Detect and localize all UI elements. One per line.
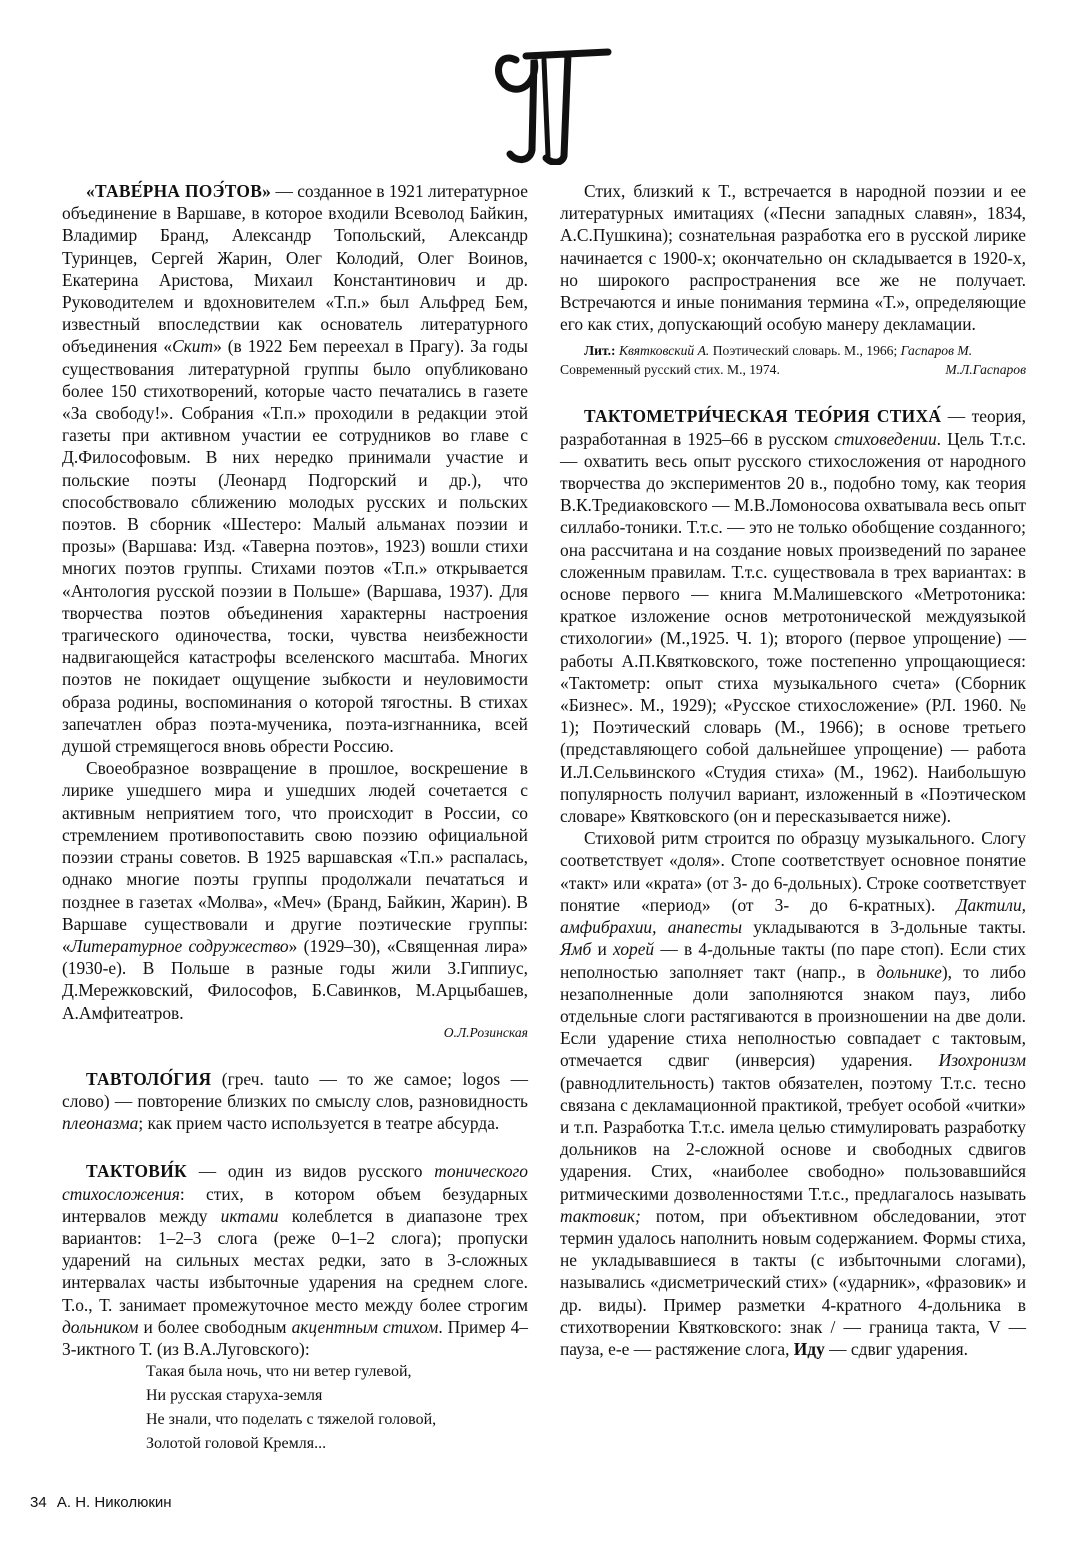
author-signature: О.Л.Розинская: [443, 1024, 528, 1040]
entry-taktovik-continued: Стих, близкий к Т., встречается в народной поэзии и ее литературных имитациях («Песни западных славян», 1834, А.С.Пушкина); сознательная разработка его в русской лирике начинается с 1900-х; окончательно он складывается в 1920-х, но широкого распространения все же не получает. Встречаются и иные понимания термина «Т.», определяющие его как стих, допускающий особую манеру декламации.: [560, 181, 1026, 335]
letter-t-glyph-left: [499, 58, 535, 160]
page-number: 34: [30, 1494, 47, 1511]
page-footer: [30, 1494, 178, 1511]
headword-taktovik: ТАКТОВИ́К: [86, 1161, 187, 1182]
running-author: А. Н. Николюкин: [56, 1494, 172, 1511]
entry-taktometricheskaya-teoriya: ТАКТОМЕТРИ́ЧЕСКАЯ ТЕО́РИЯ СТИХА́ — теория, разработанная в 1925–66 в русском стиховедении. Цель Т.т.с. — охватить весь опыт русского стихосложения от народного творчества до экспериментов 20 в., подобно тому, как теория В.К.Тредиаковского — М.В.Ломоносова охватывала весь опыт силлабо-тоники. Т.т.с. — это не только обобщение созданного; она рассчитана и на создание новых произведений по заранее сложенным правилам. Т.т.с. существовала в трех вариантах: в основе первого — книга М.Малишевского «Метротоника: краткое изложение основ метротонической междуязыкой стихологии» (М.,1925. Ч. 1); второго (первое упрощение) — работы А.П.Квятковского, тоже постепенно упрощающиеся: «Тактометр: опыт стиха музыкального счета» (Сборник «Бизнес». М., 1929); «Русское стихосложение» (РЛ. 1960. № 1); Поэтический словарь (М., 1966); в основе третьего (представляющего собой дальнейшее упрощение) — работа И.Л.Сельвинского «Студия стиха» (М., 1962). Наибольшую популярность получил вариант, изложенный в «Поэтическом словаре» Квятковского (он и пересказывается ниже).: [560, 406, 1027, 827]
letter-t-glyph-cross: [544, 60, 548, 156]
verse-line: Золотой головой Кремля...: [146, 1435, 327, 1453]
verse-quote: [146, 1360, 528, 1456]
headword-tavtologiya: ТАВТОЛО́ГИЯ: [86, 1068, 212, 1089]
entry-taktometricheskaya-paragraph-2: Стиховой ритм строится по образцу музыкального. Слогу соответствует «доля». Стопе соответствует основное понятие «такт» или «крата» (от 3- до 6-дольных). Строке соответствует понятие «период» (от 3- до 6-кратных). Дактили, амфибрахии, анапесты укладываются в 3-дольные такты. Ямб и хорей — в 4-дольные такты (по паре стоп). Если стих неполностью заполняет такт (напр., в дольнике), то либо незаполненные доли заполняются знаком пауз, либо отдельные слоги растягиваются в произношении на две доли. Если ударение стиха неполностью совпадает с тактовым, отмечается сдвиг (инверсия) ударения. Изохронизм (равнодлительность) тактов обязателен, поэтому Т.т.с. тесно связана с декламационной практикой, требует особой «читки» и т.п. Разработка Т.т.с. имела целью стимулировать разработку дольников на 2-сложной основе и свободных сдвигов ударения. Стих, «наиболее свободно» пользовавшийся ритмическими дозволенностями Т.т.с., предлагалось называть тактовик; потом, при объективном обследовании, этот термин удалось наполнить новым содержанием. Формы стиха, не укладывавшиеся в такты (с избыточными слогами), назывались «дисметрический стих» («ударник», «фразовик» и др. виды). Пример разметки 4-кратного 4-дольника в стихотворении Квятковского: знак / — граница такта, V — пауза, е-е — растяжение слога, Иду — сдвиг ударения.: [560, 828, 1026, 1359]
letter-t-ornament: [486, 30, 616, 165]
literature-row: Современный русский стих. М., 1974. М.Л.Гаспаров: [560, 362, 1026, 378]
headword-taverna-poetov: «ТАВЕ́РНА ПОЭ́ТОВ»: [86, 181, 272, 201]
entry-taverna-paragraph-2: Своеобразное возвращение в прошлое, воскрешение в лирике ушедшего мира и ушедших людей сочетается с активным неприятием того, что происходит в России, со стремлением противопоставить свою поэзию официальной поэзии страны советов. В 1925 варшавская «Т.п.» распалась, однако многие поэты группы продолжали печататься и позднее в газетах «Молва», «Меч» (Бранд, Байкин, Жарин). В Варшаве существовали и другие поэтические группы: «Литературное содружество» (1929–30), «Священная лира» (1930-е). В Польше в разные годы жили З.Гиппиус, Д.Мережковский, Философов, Б.Савинков, М.Арцыбашев, А.Амфитеатров.: [62, 758, 528, 1023]
entry-taverna-poetov: «ТАВЕ́РНА ПОЭ́ТОВ» — созданное в 1921 литературное объединение в Варшаве, в которое входили Всеволод Байкин, Владимир Бранд, Александр Топольский, Александр Туринцев, Сергей Жарин, Олег Колодий, Олег Воинов, Екатерина Аристова, Михаил Константинович и др. Руководителем и вдохновителем «Т.п.» был Альфред Бем, известный впоследствии как основатель литературного объединения «Скит» (в 1922 Бем переехал в Прагу). За годы существования литературной группы было опубликовано более 150 стихотворений, которые часто печатались в газете «За свободу!». Собрания «Т.п.» проходили в редакции этой газеты при активном участии ее сотрудников во главе с Д.Философовым. В них нередко принимали участие и польские поэты (Леонард Подгорский и др.), что способствовало сближению молодых русских и польских поэтов. В сборник «Шестеро: Малый альманах поэзии и прозы» (Варшава: Изд. «Таверна поэтов», 1923) вошли стихи многих поэтов группы. Стихами поэтов «Т.п.» открывается «Антология русской поэзии в Польше» (Варшава, 1937). Для творчества поэтов объединения характерны настроения трагического одиночества, тоски, чувства неизбежности надвигающейся катастрофы вселенского масштаба. Многих поэтов не покидает ощущение зыбкости и неуловимости образа родины, воспоминания о которой тягостны. В стихах запечатлен образ поэта-мученика, поэта-изгнанника, всей душой стремящегося вновь обрести Россию.: [62, 181, 528, 757]
entry-taktovik: ТАКТОВИ́К — один из видов русского тонического стихосложения: стих, в котором объем безударных интервалов между иктами колеблется в диапазоне трех вариантов: 1–2–3 слога (реже 0–1–2 слога); пропуски ударений на сильных местах редки, зато в 3-сложных интервалах часты избыточные ударения на среднем слоге. Т.о., Т. занимает промежуточное место между более строгим дольником и более свободным акцентным стихом. Пример 4–3-иктного Т. (из В.А.Луговского):: [62, 1161, 528, 1359]
literature-references: Лит.: Квятковский А. Поэтический словарь. М., 1966; Гаспаров М.: [584, 343, 973, 359]
right-column: [560, 180, 1026, 1360]
author-signature: М.Л.Гаспаров: [945, 362, 1026, 378]
headword-taktometricheskaya: ТАКТОМЕТРИ́ЧЕСКАЯ ТЕО́РИЯ СТИХА́: [584, 406, 942, 427]
entry-tavtologiya: ТАВТОЛО́ГИЯ (греч. tauto — то же самое; logos — слово) — повторение близких по смыслу слов, разновидность плеоназма; как прием часто используется в театре абсурда.: [62, 1068, 528, 1134]
left-column: [62, 180, 528, 1456]
verse-line: Такая была ночь, что ни ветер гулевой,: [146, 1363, 412, 1381]
verse-line: Не знали, что поделать с тяжелой головой,: [146, 1411, 437, 1429]
verse-line: Ни русская старуха-земля: [146, 1387, 323, 1405]
